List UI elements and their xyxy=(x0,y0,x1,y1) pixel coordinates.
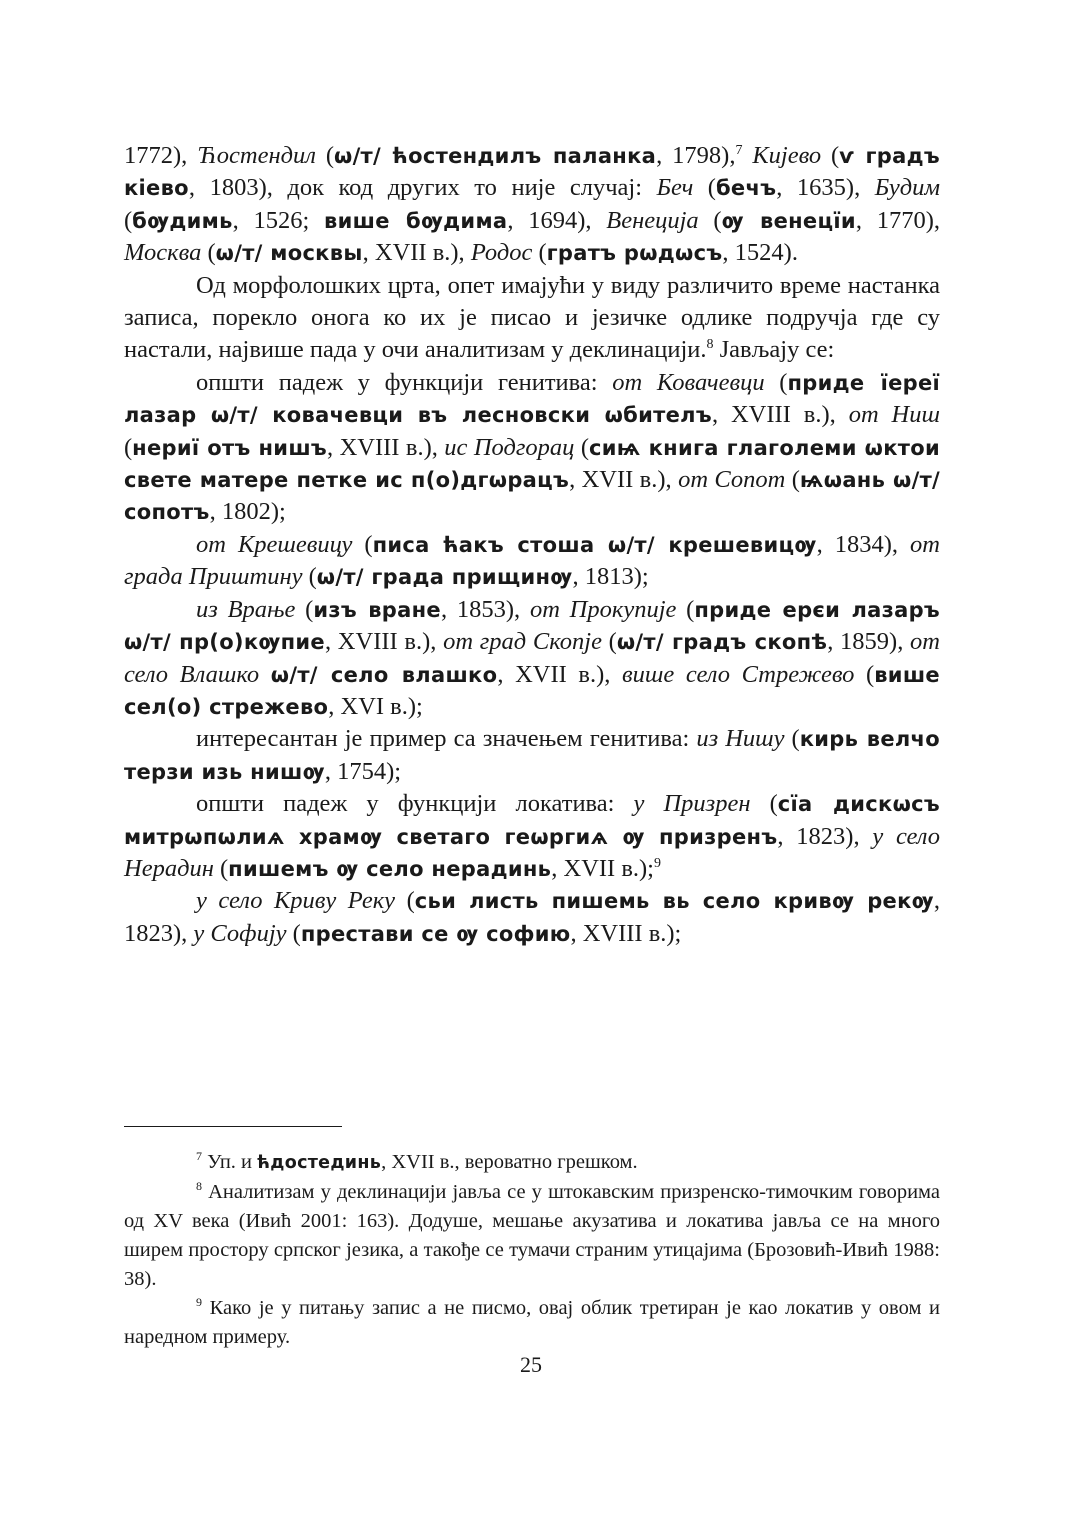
old-script-quote: сїа дискѡсъ митрѡпѡлиѧ храмѹ светаго геѡргиѧ ѹ призренъ xyxy=(124,792,940,849)
text-run: ( xyxy=(784,725,800,753)
text-run: , 1524). xyxy=(722,239,798,267)
text-run: , 1834), xyxy=(816,530,911,558)
old-script-quote: пишемъ ѹ село нерадинь xyxy=(228,856,552,881)
italic-toponym: от Ниш xyxy=(848,401,940,429)
text-run: ( xyxy=(532,239,547,267)
old-script-quote: више сел(о) стрежево xyxy=(124,662,940,719)
text-run: ( xyxy=(302,563,317,591)
old-script-quote: приде їереї лазар ѡ/т/ ковачевци въ лесновски ѡбителъ xyxy=(124,370,941,428)
text-run: ( xyxy=(201,239,216,267)
text-run: , XVIII в.); xyxy=(570,919,682,947)
footnote-marker: 8 xyxy=(706,337,714,353)
italic-toponym: Венеција xyxy=(606,206,699,234)
text-run: ( xyxy=(124,433,133,461)
italic-toponym: у Призрен xyxy=(633,790,751,818)
text-run: , 1813); xyxy=(572,563,649,591)
text-run: , XVIII в.), xyxy=(711,401,849,429)
footnote-marker: 8 xyxy=(196,1179,202,1193)
old-script-quote: ѡ/т/ ћостендилъ паланка xyxy=(334,144,657,168)
text-run: ( xyxy=(574,433,590,461)
text-run: , 1694), xyxy=(507,206,607,234)
text-run xyxy=(742,142,752,169)
old-script-quote: изъ вране xyxy=(313,597,441,622)
old-script-quote: ћдостединь xyxy=(257,1153,382,1173)
text-run: , XVIII в.), xyxy=(324,628,444,656)
old-script-quote: нериї отъ нишъ xyxy=(132,435,328,460)
old-script-quote: више бѹдима xyxy=(324,208,508,233)
old-script-quote: ѹ венецїи xyxy=(721,208,856,233)
paragraph-genitive xyxy=(124,367,940,529)
italic-toponym: из Врање xyxy=(196,595,296,623)
italic-toponym: от Ковачевци xyxy=(612,368,765,396)
footnote-7 xyxy=(124,1148,940,1178)
old-script-quote: ѡ/т/ село влашко xyxy=(270,662,498,687)
italic-toponym: у село Криву Реку xyxy=(196,887,396,915)
text-run: општи падеж у функцији генитива: xyxy=(196,368,613,396)
old-script-quote: сиѩ книга глаголеми ѡктои свете матере петке ис п(о)дгѡрацъ xyxy=(124,435,940,493)
text-run: , 1853), xyxy=(440,595,530,623)
text-run: , 1802); xyxy=(209,498,286,526)
text-run: , 1823), xyxy=(124,887,940,947)
italic-toponym: у село Нерадин xyxy=(124,822,941,882)
text-run: , XVIII в.), xyxy=(327,433,445,461)
footnote-8 xyxy=(124,1178,940,1294)
italic-toponym: више село Стрежево xyxy=(622,660,855,688)
text-run: ( xyxy=(352,530,373,558)
italic-toponym: Ћостендил xyxy=(197,142,316,169)
text-run xyxy=(259,661,271,688)
text-run: ( xyxy=(693,174,716,202)
paragraph-genitive-meaning xyxy=(124,723,940,788)
text-run: , XVII в.), xyxy=(362,239,471,267)
paragraph-vranje xyxy=(124,594,940,724)
footnote-marker: 7 xyxy=(735,143,743,158)
footnotes xyxy=(124,1148,940,1352)
old-script-quote: гратъ рѡдѡсъ xyxy=(546,241,723,266)
text-run: Од морфолошких црта, опет имајући у виду различито време настанка записа, порекло онога ко их је писао и језичке одлике подручја где су настали, највише пада у очи аналитизам у деклинацији. xyxy=(124,271,940,364)
italic-toponym: Будим xyxy=(874,174,940,202)
old-script-quote: ѵ градъ кіево xyxy=(124,144,940,201)
old-script-quote: приде ерєи лазаръ ѡ/т/ пр(о)кѹпие xyxy=(124,597,940,655)
italic-toponym: от Крешевицу xyxy=(196,530,353,558)
footnote-separator xyxy=(124,1126,342,1127)
old-script-quote: ѩѡань ѡ/т/ сопотъ xyxy=(124,468,941,525)
text-run: 1772), xyxy=(124,142,198,169)
text-run: , XVII в.), xyxy=(497,660,623,688)
italic-toponym: Москва xyxy=(124,239,202,267)
text-run: ( xyxy=(315,142,335,169)
text-run: ( xyxy=(698,206,722,234)
old-script-quote: ѡ/т/ градъ скопѣ xyxy=(616,630,828,655)
italic-toponym: от Сопот xyxy=(678,466,786,494)
text-run: Уп. и xyxy=(202,1151,258,1173)
italic-toponym: ис Подгорац xyxy=(444,433,575,461)
text-run: ( xyxy=(295,595,314,623)
text-run: , XVI в.); xyxy=(328,692,423,720)
old-script-quote: ѡ/т/ москвы xyxy=(215,241,363,266)
text-run: , 1770), xyxy=(855,206,940,234)
italic-toponym: Беч xyxy=(656,174,694,202)
italic-toponym: от село Влашко xyxy=(124,628,940,688)
old-script-quote: кирь велчо терзи изь нишѹ xyxy=(124,727,941,784)
text-run: ( xyxy=(676,595,695,623)
italic-toponym: от Прокупије xyxy=(529,595,677,623)
text-run: , 1803), док код других то није случај: xyxy=(188,174,657,202)
text-run: , XVII в.); xyxy=(551,854,654,882)
italic-toponym: от града Приштину xyxy=(124,530,940,591)
page-number: 25 xyxy=(520,1352,542,1377)
text-run: Јављају се: xyxy=(713,336,835,364)
text-run: ( xyxy=(395,887,415,915)
text-run: ( xyxy=(821,142,840,169)
paragraph-toponyms xyxy=(124,140,940,270)
text-run: ( xyxy=(764,368,788,396)
text-run: , 1823), xyxy=(777,822,873,850)
text-run: , XVII в., вероватно грешком. xyxy=(381,1151,638,1173)
text-run: ( xyxy=(601,628,617,656)
main-text xyxy=(124,140,940,950)
old-script-quote: бѹдимь xyxy=(132,208,233,233)
text-run: Аналитизам у деклинацији јавља се у штокавским призренско-тимочким говорима од XV века (Ивић 2001: 163). Додуше, мешање акузатива и локатива јавља се на много ширем простору српског језика, а такође се тумачи страним утицајима (Брозовић-Ивић 1988: 38). xyxy=(124,1181,940,1290)
text-run: ( xyxy=(213,854,229,882)
old-script-quote: престави се ѹ софию xyxy=(300,921,571,946)
footnote-marker: 9 xyxy=(196,1295,202,1309)
text-run: , 1798), xyxy=(656,142,736,169)
old-script-quote: бечъ xyxy=(715,176,777,201)
italic-toponym: от град Скопје xyxy=(443,628,602,656)
text-run: ( xyxy=(785,466,800,494)
footnote-marker: 7 xyxy=(196,1149,202,1163)
old-script-quote: сьи листь пишемь вь село кривѹ рекѹ xyxy=(414,889,934,914)
footnote-marker: 9 xyxy=(654,855,661,871)
italic-toponym: у Софију xyxy=(193,919,287,947)
text-run: , 1859), xyxy=(827,628,911,656)
text-run: ( xyxy=(124,206,133,234)
text-run: ( xyxy=(750,790,778,818)
text-run: , 1635), xyxy=(776,174,875,202)
text-run: ( xyxy=(286,919,301,947)
text-run: Како је у питању запис а не писмо, овај облик третиран је као локатив у овом и наредном примеру. xyxy=(124,1297,940,1348)
paragraph-kriva-reka xyxy=(124,885,940,950)
text-run: општи падеж у функцији локатива: xyxy=(196,790,634,818)
paragraph-morphology xyxy=(124,270,940,367)
italic-toponym: из Нишу xyxy=(696,725,785,753)
text-run: , XVII в.), xyxy=(569,466,679,494)
italic-toponym: Родос xyxy=(470,239,533,267)
footnote-9 xyxy=(124,1294,940,1352)
old-script-quote: ѡ/т/ града прищинѹ xyxy=(316,565,573,590)
text-run: , 1754); xyxy=(324,757,402,785)
text-run: интересантан је пример са значењем генитива: xyxy=(196,725,697,753)
text-run: ( xyxy=(854,660,875,688)
paragraph-kreshevica xyxy=(124,529,940,594)
italic-toponym: Кијево xyxy=(752,142,822,169)
old-script-quote: писа ћакъ стоша ѡ/т/ крешевицѹ xyxy=(372,532,817,557)
paragraph-locative xyxy=(124,788,940,885)
text-run: , 1526; xyxy=(232,206,325,234)
